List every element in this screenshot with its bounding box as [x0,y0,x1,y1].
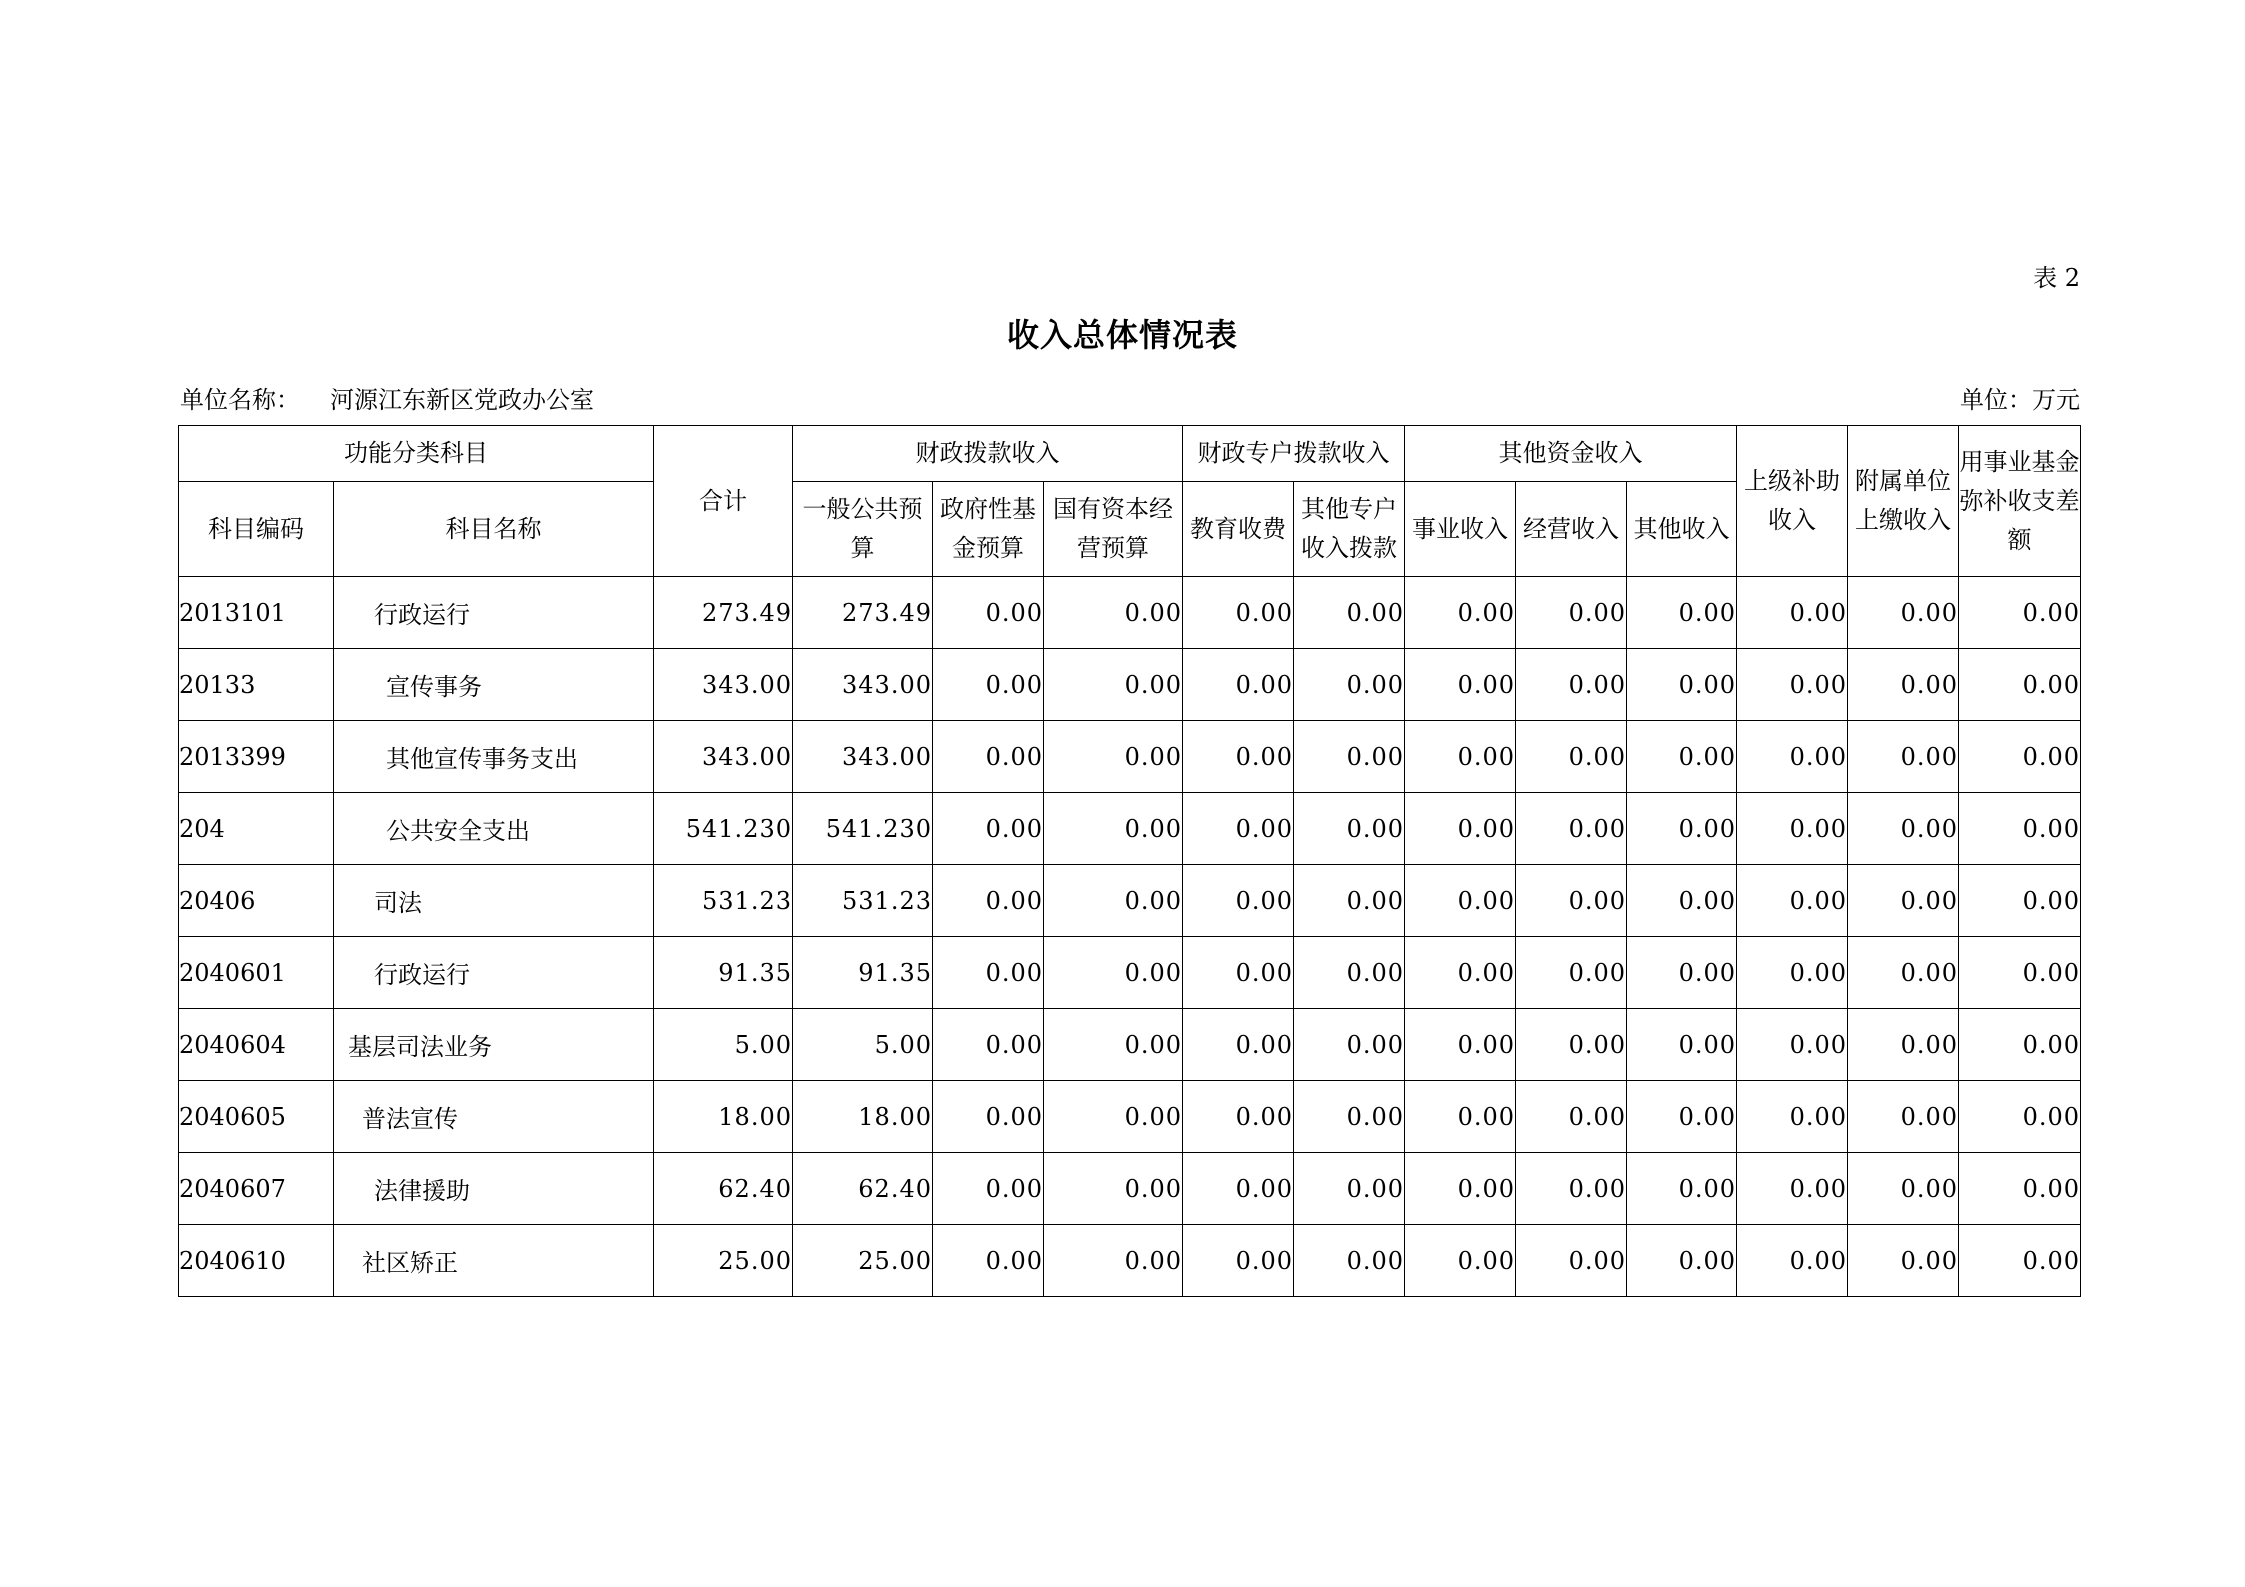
value-superior-subsidy: 0.00 [1737,1009,1848,1081]
value-total: 343.00 [654,721,793,793]
value-other-income: 0.00 [1627,937,1737,1009]
table-row [179,577,2081,649]
value-superior-subsidy: 0.00 [1737,649,1848,721]
value-gov-fund: 0.00 [933,1225,1044,1297]
value-other-special: 0.00 [1294,937,1405,1009]
value-business: 0.00 [1405,1225,1516,1297]
header-balance-fund: 用事业基金弥补收支差额 [1959,426,2081,577]
unit-name-label: 单位名称： [180,386,300,414]
value-edu-fee: 0.00 [1183,937,1294,1009]
value-other-special: 0.00 [1294,1153,1405,1225]
value-balance-fund: 0.00 [1959,937,2081,1009]
value-operating: 0.00 [1516,577,1627,649]
value-affiliated: 0.00 [1848,1153,1959,1225]
value-gov-fund: 0.00 [933,1009,1044,1081]
value-edu-fee: 0.00 [1183,1009,1294,1081]
value-superior-subsidy: 0.00 [1737,1153,1848,1225]
row-code: 2040601 [179,937,334,1009]
table-body [179,577,2081,1297]
value-affiliated: 0.00 [1848,577,1959,649]
row-name: 普法宣传 [334,1081,654,1153]
value-balance-fund: 0.00 [1959,793,2081,865]
value-other-income: 0.00 [1627,721,1737,793]
value-other-income: 0.00 [1627,1081,1737,1153]
header-other-income: 其他收入 [1627,482,1737,577]
header-functional: 功能分类科目 [179,426,654,482]
value-other-special: 0.00 [1294,1081,1405,1153]
value-general-budget: 273.49 [793,577,933,649]
value-edu-fee: 0.00 [1183,649,1294,721]
row-name: 社区矫正 [334,1225,654,1297]
value-state-capital: 0.00 [1044,1009,1183,1081]
value-other-income: 0.00 [1627,649,1737,721]
value-state-capital: 0.00 [1044,577,1183,649]
value-operating: 0.00 [1516,1153,1627,1225]
value-general-budget: 541.230 [793,793,933,865]
row-name: 公共安全支出 [334,793,654,865]
header-business: 事业收入 [1405,482,1516,577]
value-edu-fee: 0.00 [1183,865,1294,937]
value-state-capital: 0.00 [1044,721,1183,793]
table-row [179,865,2081,937]
value-affiliated: 0.00 [1848,721,1959,793]
header-state-capital: 国有资本经营预算 [1044,482,1183,577]
header-total: 合计 [654,426,793,577]
value-general-budget: 343.00 [793,649,933,721]
unit-name-line [180,380,594,415]
value-edu-fee: 0.00 [1183,721,1294,793]
value-business: 0.00 [1405,865,1516,937]
value-business: 0.00 [1405,577,1516,649]
value-balance-fund: 0.00 [1959,1225,2081,1297]
table-row [179,1009,2081,1081]
value-state-capital: 0.00 [1044,793,1183,865]
value-edu-fee: 0.00 [1183,1081,1294,1153]
unit-name-value: 河源江东新区党政办公室 [330,386,594,414]
row-code: 20406 [179,865,334,937]
value-other-special: 0.00 [1294,865,1405,937]
value-other-special: 0.00 [1294,577,1405,649]
row-code: 2013101 [179,577,334,649]
value-total: 18.00 [654,1081,793,1153]
table-row [179,721,2081,793]
value-affiliated: 0.00 [1848,793,1959,865]
value-general-budget: 18.00 [793,1081,933,1153]
value-superior-subsidy: 0.00 [1737,793,1848,865]
row-code: 2013399 [179,721,334,793]
header-edu-fee: 教育收费 [1183,482,1294,577]
value-other-income: 0.00 [1627,1153,1737,1225]
value-superior-subsidy: 0.00 [1737,721,1848,793]
value-operating: 0.00 [1516,865,1627,937]
header-affiliated: 附属单位上缴收入 [1848,426,1959,577]
value-business: 0.00 [1405,1081,1516,1153]
value-gov-fund: 0.00 [933,649,1044,721]
income-table [178,425,2081,1297]
header-operating: 经营收入 [1516,482,1627,577]
value-balance-fund: 0.00 [1959,1081,2081,1153]
value-business: 0.00 [1405,649,1516,721]
value-other-special: 0.00 [1294,721,1405,793]
value-total: 273.49 [654,577,793,649]
value-gov-fund: 0.00 [933,937,1044,1009]
value-general-budget: 62.40 [793,1153,933,1225]
value-other-special: 0.00 [1294,649,1405,721]
header-general-budget: 一般公共预算 [793,482,933,577]
value-gov-fund: 0.00 [933,865,1044,937]
value-other-special: 0.00 [1294,1009,1405,1081]
row-name: 宣传事务 [334,649,654,721]
value-state-capital: 0.00 [1044,937,1183,1009]
value-edu-fee: 0.00 [1183,1153,1294,1225]
value-business: 0.00 [1405,721,1516,793]
row-code: 2040605 [179,1081,334,1153]
value-balance-fund: 0.00 [1959,1153,2081,1225]
value-state-capital: 0.00 [1044,1081,1183,1153]
table-row [179,1153,2081,1225]
value-other-income: 0.00 [1627,1225,1737,1297]
value-edu-fee: 0.00 [1183,1225,1294,1297]
value-total: 541.230 [654,793,793,865]
value-edu-fee: 0.00 [1183,793,1294,865]
value-business: 0.00 [1405,937,1516,1009]
value-other-special: 0.00 [1294,1225,1405,1297]
header-special: 财政专户拨款收入 [1183,426,1405,482]
value-business: 0.00 [1405,1009,1516,1081]
header-other-special: 其他专户收入拨款 [1294,482,1405,577]
value-other-income: 0.00 [1627,793,1737,865]
header-other-funds: 其他资金收入 [1405,426,1737,482]
value-superior-subsidy: 0.00 [1737,1225,1848,1297]
value-superior-subsidy: 0.00 [1737,937,1848,1009]
value-operating: 0.00 [1516,937,1627,1009]
value-superior-subsidy: 0.00 [1737,865,1848,937]
table-number: 表 2 [2033,264,2080,292]
value-business: 0.00 [1405,1153,1516,1225]
value-general-budget: 25.00 [793,1225,933,1297]
value-other-income: 0.00 [1627,577,1737,649]
value-total: 5.00 [654,1009,793,1081]
header-gov-fund: 政府性基金预算 [933,482,1044,577]
value-general-budget: 5.00 [793,1009,933,1081]
table-row [179,1081,2081,1153]
row-code: 2040607 [179,1153,334,1225]
value-state-capital: 0.00 [1044,865,1183,937]
value-general-budget: 91.35 [793,937,933,1009]
value-operating: 0.00 [1516,1225,1627,1297]
value-gov-fund: 0.00 [933,1153,1044,1225]
row-name: 基层司法业务 [334,1009,654,1081]
row-name: 法律援助 [334,1153,654,1225]
row-name: 行政运行 [334,937,654,1009]
value-balance-fund: 0.00 [1959,865,2081,937]
row-code: 204 [179,793,334,865]
row-name: 行政运行 [334,577,654,649]
value-gov-fund: 0.00 [933,577,1044,649]
value-total: 62.40 [654,1153,793,1225]
value-total: 343.00 [654,649,793,721]
value-balance-fund: 0.00 [1959,577,2081,649]
value-business: 0.00 [1405,793,1516,865]
value-superior-subsidy: 0.00 [1737,577,1848,649]
value-operating: 0.00 [1516,721,1627,793]
value-gov-fund: 0.00 [933,721,1044,793]
value-affiliated: 0.00 [1848,1009,1959,1081]
value-edu-fee: 0.00 [1183,577,1294,649]
value-balance-fund: 0.00 [1959,649,2081,721]
value-affiliated: 0.00 [1848,1225,1959,1297]
row-code: 2040604 [179,1009,334,1081]
value-state-capital: 0.00 [1044,649,1183,721]
page-title: 收入总体情况表 [1006,316,1238,354]
value-state-capital: 0.00 [1044,1153,1183,1225]
value-total: 531.23 [654,865,793,937]
value-other-income: 0.00 [1627,865,1737,937]
value-total: 91.35 [654,937,793,1009]
value-affiliated: 0.00 [1848,649,1959,721]
row-code: 2040610 [179,1225,334,1297]
value-affiliated: 0.00 [1848,937,1959,1009]
value-operating: 0.00 [1516,793,1627,865]
table-row [179,937,2081,1009]
value-general-budget: 343.00 [793,721,933,793]
value-balance-fund: 0.00 [1959,721,2081,793]
header-fiscal: 财政拨款收入 [793,426,1183,482]
table-row [179,1225,2081,1297]
row-name: 司法 [334,865,654,937]
header-row-1 [179,426,2081,482]
value-affiliated: 0.00 [1848,1081,1959,1153]
value-operating: 0.00 [1516,1081,1627,1153]
header-name: 科目名称 [334,482,654,577]
currency-unit: 单位：万元 [1960,386,2080,414]
table-row [179,793,2081,865]
value-operating: 0.00 [1516,649,1627,721]
header-code: 科目编码 [179,482,334,577]
value-balance-fund: 0.00 [1959,1009,2081,1081]
value-affiliated: 0.00 [1848,865,1959,937]
value-other-income: 0.00 [1627,1009,1737,1081]
value-total: 25.00 [654,1225,793,1297]
row-name: 其他宣传事务支出 [334,721,654,793]
value-operating: 0.00 [1516,1009,1627,1081]
value-gov-fund: 0.00 [933,793,1044,865]
table-row [179,649,2081,721]
header-superior-subsidy: 上级补助收入 [1737,426,1848,577]
value-superior-subsidy: 0.00 [1737,1081,1848,1153]
row-code: 20133 [179,649,334,721]
value-gov-fund: 0.00 [933,1081,1044,1153]
value-general-budget: 531.23 [793,865,933,937]
value-other-special: 0.00 [1294,793,1405,865]
value-state-capital: 0.00 [1044,1225,1183,1297]
